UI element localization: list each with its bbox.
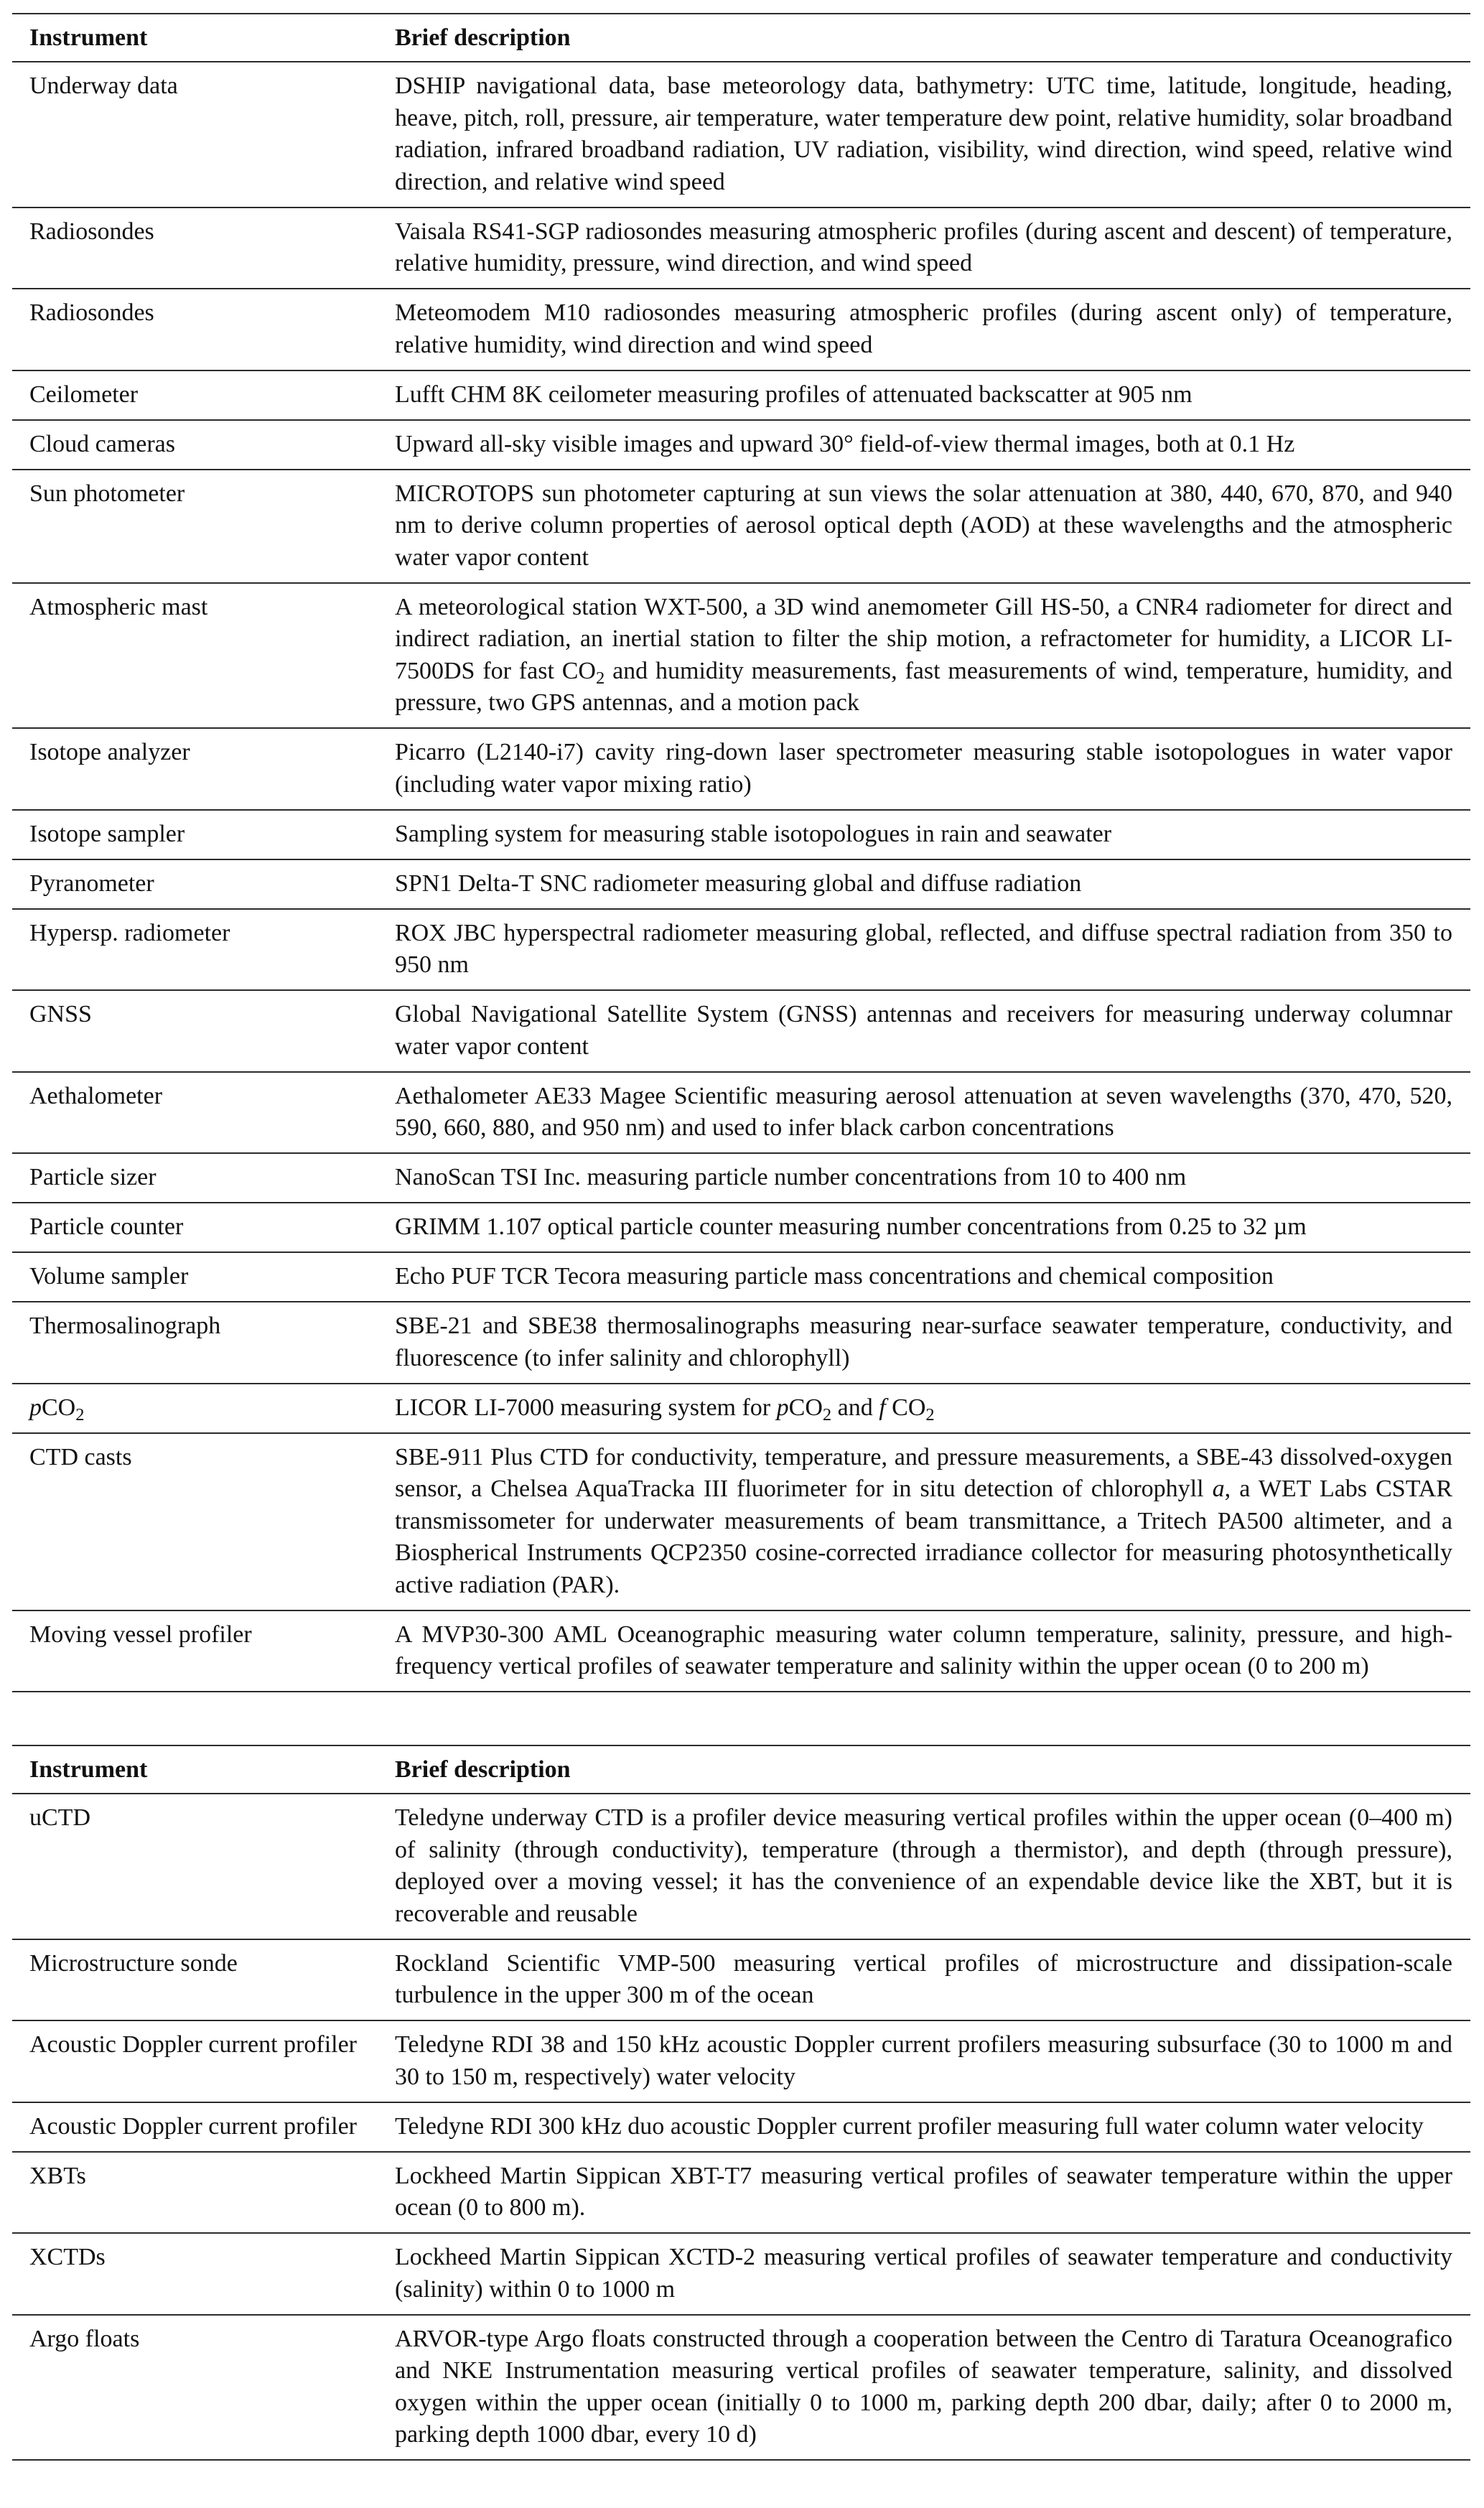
instrument-cell xyxy=(12,2020,395,2102)
cell-text: SBE-911 Plus CTD for conductivity, temperature, and pressure measurements, a SBE-43 dissolved-oxygen sensor, a Chelsea AquaTracka III fluorimeter for in situ detection of chlorophyll xyxy=(395,1443,1452,1502)
cell-text: Volume sampler xyxy=(29,1263,189,1290)
description-cell xyxy=(395,583,1470,729)
description-cell xyxy=(395,2315,1470,2461)
cell-text: Radiosondes xyxy=(29,218,154,245)
table-row xyxy=(12,1203,1470,1252)
table-body xyxy=(12,1794,1470,2460)
instrument-cell xyxy=(12,1610,395,1692)
table-body xyxy=(12,62,1470,1692)
cell-text: Microstructure sonde xyxy=(29,1949,238,1977)
description-cell xyxy=(395,1610,1470,1692)
description-cell xyxy=(395,62,1470,208)
instrument-cell xyxy=(12,470,395,583)
instrument-cell xyxy=(12,2315,395,2461)
table-row xyxy=(12,289,1470,370)
description-cell xyxy=(395,1302,1470,1384)
description-cell xyxy=(395,1384,1470,1433)
instrument-cell xyxy=(12,1072,395,1154)
instrument-cell xyxy=(12,289,395,370)
description-cell xyxy=(395,1939,1470,2021)
cell-text: Hypersp. radiometer xyxy=(29,919,230,946)
subscript-text: 2 xyxy=(822,1404,832,1425)
table-row xyxy=(12,1384,1470,1433)
cell-text: LICOR LI-7000 measuring system for xyxy=(395,1394,777,1421)
instrument-cell xyxy=(12,1384,395,1433)
cell-text: and humidity measurements, fast measurements of wind, temperature, humidity, and pressure, two GPS antennas, and a motion pack xyxy=(395,657,1452,716)
description-cell xyxy=(395,2152,1470,2234)
column-header-instrument: Instrument xyxy=(29,1756,148,1783)
cell-text: Upward all-sky visible images and upward 30° field-of-view thermal images, both at 0.1 Hz xyxy=(395,430,1295,457)
cell-text: Particle sizer xyxy=(29,1164,157,1190)
description-cell xyxy=(395,1252,1470,1302)
description-cell xyxy=(395,2233,1470,2315)
column-header-description: Brief description xyxy=(395,24,571,51)
instrument-cell xyxy=(12,909,395,991)
cell-text: CO xyxy=(42,1394,76,1421)
table-row xyxy=(12,583,1470,729)
cell-text: Atmospheric mast xyxy=(29,593,208,620)
cell-text: Teledyne underway CTD is a profiler device measuring vertical profiles within the upper ocean (0–400 m) of salinity (through conductivity), temperature (through a thermistor), and depth (through pressure), deployed over a moving vessel; it has the convenience of an expendable device like the XBT, but it is recoverable and reusable xyxy=(395,1804,1452,1927)
cell-text: Acoustic Doppler current profiler xyxy=(29,2031,357,2058)
cell-text: Lufft CHM 8K ceilometer measuring profiles of attenuated backscatter at 905 nm xyxy=(395,381,1193,408)
table-row xyxy=(12,470,1470,583)
description-cell xyxy=(395,2020,1470,2102)
description-cell xyxy=(395,370,1470,420)
instrument-cell xyxy=(12,2233,395,2315)
table-row xyxy=(12,728,1470,810)
cell-text: NanoScan TSI Inc. measuring particle number concentrations from 10 to 400 nm xyxy=(395,1164,1187,1190)
instrument-table-part-2 xyxy=(12,1745,1470,2461)
description-cell xyxy=(395,208,1470,289)
cell-text: CO xyxy=(788,1394,823,1421)
description-cell xyxy=(395,2102,1470,2152)
instrument-cell xyxy=(12,1939,395,2021)
cell-text: GRIMM 1.107 optical particle counter measuring number concentrations from 0.25 to 32 µm xyxy=(395,1213,1307,1240)
cell-text: Rockland Scientific VMP-500 measuring vertical profiles of microstructure and dissipation-scale turbulence in the upper 300 m of the ocean xyxy=(395,1949,1452,2008)
cell-text: Lockheed Martin Sippican XBT-T7 measuring vertical profiles of seawater temperature within the upper ocean (0 to 800 m). xyxy=(395,2162,1452,2221)
description-cell xyxy=(395,990,1470,1072)
cell-text: Teledyne RDI 300 kHz duo acoustic Doppler current profiler measuring full water column water velocity xyxy=(395,2112,1424,2140)
cell-text: CTD casts xyxy=(29,1443,132,1470)
column-header-description: Brief description xyxy=(395,1756,571,1783)
cell-text: SPN1 Delta-T SNC radiometer measuring global and diffuse radiation xyxy=(395,870,1082,897)
cell-text: A MVP30-300 AML Oceanographic measuring water column temperature, salinity, pressure, and high-frequency vertical profiles of seawater temperature and salinity within the upper ocean (0 to 200 m) xyxy=(395,1621,1452,1679)
table-row xyxy=(12,420,1470,470)
subscript-text: 2 xyxy=(925,1404,935,1425)
cell-text: Teledyne RDI 38 and 150 kHz acoustic Doppler current profilers measuring subsurface (30 to 1000 m and 30 to 150 m, respectively) water velocity xyxy=(395,2031,1452,2090)
description-cell xyxy=(395,289,1470,370)
cell-text: Sun photometer xyxy=(29,480,185,507)
table-row xyxy=(12,2233,1470,2315)
table-row xyxy=(12,859,1470,909)
instrument-cell xyxy=(12,2102,395,2152)
cell-text: uCTD xyxy=(29,1804,90,1831)
table-row xyxy=(12,2020,1470,2102)
table-row xyxy=(12,1610,1470,1692)
description-cell xyxy=(395,909,1470,991)
cell-text: Ceilometer xyxy=(29,381,139,408)
header-row xyxy=(12,14,1470,62)
instrument-cell xyxy=(12,1252,395,1302)
table-row xyxy=(12,2102,1470,2152)
instrument-cell xyxy=(12,990,395,1072)
description-cell xyxy=(395,1153,1470,1203)
column-header-instrument: Instrument xyxy=(29,24,148,51)
table-row xyxy=(12,62,1470,208)
description-cell xyxy=(395,1203,1470,1252)
table-row xyxy=(12,1072,1470,1154)
cell-text: ROX JBC hyperspectral radiometer measuring global, reflected, and diffuse spectral radiation from 350 to 950 nm xyxy=(395,919,1452,978)
italic-text: a xyxy=(1212,1476,1225,1502)
cell-text: XCTDs xyxy=(29,2244,106,2270)
cell-text: Radiosondes xyxy=(29,299,154,326)
cell-text: Aethalometer xyxy=(29,1082,163,1109)
cell-text: XBTs xyxy=(29,2162,86,2189)
instrument-cell xyxy=(12,583,395,729)
cell-text: Underway data xyxy=(29,73,178,99)
cell-text: and xyxy=(831,1394,879,1421)
instrument-cell xyxy=(12,810,395,859)
table-row xyxy=(12,1302,1470,1384)
cell-text: MICROTOPS sun photometer capturing at sun views the solar attenuation at 380, 440, 670, 870, and 940 nm to derive column properties of aerosol optical depth (AOD) at these wavelengths and the atmospheric water vapor content xyxy=(395,480,1452,571)
subscript-text: 2 xyxy=(595,668,605,688)
table-row xyxy=(12,1794,1470,1939)
cell-text: Isotope analyzer xyxy=(29,739,190,765)
header-row xyxy=(12,1745,1470,1794)
table-row xyxy=(12,810,1470,859)
table-row xyxy=(12,1252,1470,1302)
cell-text: Lockheed Martin Sippican XCTD-2 measuring vertical profiles of seawater temperature and conductivity (salinity) within 0 to 1000 m xyxy=(395,2244,1452,2303)
description-cell xyxy=(395,728,1470,810)
cell-text: Aethalometer AE33 Magee Scientific measuring aerosol attenuation at seven wavelengths (370, 470, 520, 590, 660, 880, and 950 nm) and used to infer black carbon concentrations xyxy=(395,1082,1452,1141)
instrument-cell xyxy=(12,1153,395,1203)
description-cell xyxy=(395,1072,1470,1154)
cell-text: Pyranometer xyxy=(29,870,154,897)
cell-text: Argo floats xyxy=(29,2325,140,2352)
cell-text: SBE-21 and SBE38 thermosalinographs measuring near-surface seawater temperature, conductivity, and fluorescence (to infer salinity and chlorophyll) xyxy=(395,1313,1452,1371)
instrument-cell xyxy=(12,370,395,420)
instrument-cell xyxy=(12,1794,395,1939)
subscript-text: 2 xyxy=(75,1404,85,1425)
cell-text: CO xyxy=(892,1394,926,1421)
table-row xyxy=(12,909,1470,991)
table-header xyxy=(12,14,1470,62)
instrument-cell xyxy=(12,859,395,909)
cell-text: Global Navigational Satellite System (GNSS) antennas and receivers for measuring underway columnar water vapor content xyxy=(395,1001,1452,1060)
description-cell xyxy=(395,859,1470,909)
italic-text: p xyxy=(29,1394,42,1421)
table-row xyxy=(12,1433,1470,1610)
description-cell xyxy=(395,1794,1470,1939)
description-cell xyxy=(395,810,1470,859)
instrument-cell xyxy=(12,420,395,470)
cell-text: Cloud cameras xyxy=(29,430,175,457)
cell-text: Echo PUF TCR Tecora measuring particle mass concentrations and chemical composition xyxy=(395,1263,1274,1290)
table-row xyxy=(12,2152,1470,2234)
instrument-cell xyxy=(12,1203,395,1252)
table-row xyxy=(12,1939,1470,2021)
italic-text: f xyxy=(879,1394,892,1421)
cell-text: A meteorological station WXT-500, a 3D wind anemometer Gill HS-50, a CNR4 radiometer for direct and indirect radiation, an inertial station to filter the ship motion, a refractometer for humidity, a LICOR LI-7500DS for fast CO xyxy=(395,593,1452,684)
instrument-cell xyxy=(12,1433,395,1610)
table-row xyxy=(12,208,1470,289)
instrument-cell xyxy=(12,728,395,810)
cell-text: Picarro (L2140-i7) cavity ring-down laser spectrometer measuring stable isotopologues in water vapor (including water vapor mixing ratio) xyxy=(395,739,1452,798)
table-row xyxy=(12,2315,1470,2461)
cell-text: Moving vessel profiler xyxy=(29,1621,252,1648)
description-cell xyxy=(395,420,1470,470)
cell-text: Thermosalinograph xyxy=(29,1313,221,1339)
cell-text: ARVOR-type Argo floats constructed through a cooperation between the Centro di Taratura Oceanografico and NKE Instrumentation measuring vertical profiles of seawater temperature, salinity, and dissolved oxygen within the upper ocean (initially 0 to 1000 m, parking depth 200 dbar, daily; after 0 to 2000 m, parking depth 1000 dbar, every 10 d) xyxy=(395,2325,1452,2448)
description-cell xyxy=(395,470,1470,583)
instrument-cell xyxy=(12,2152,395,2234)
cell-text: Sampling system for measuring stable isotopologues in rain and seawater xyxy=(395,820,1112,847)
instrument-cell xyxy=(12,208,395,289)
italic-text: p xyxy=(776,1394,789,1421)
table-row xyxy=(12,1153,1470,1203)
cell-text: DSHIP navigational data, base meteorology data, bathymetry: UTC time, latitude, longitude, heading, heave, pitch, roll, pressure, air temperature, water temperature dew point, relative humidity, solar broadband radiation, infrared broadband radiation, UV radiation, visibility, wind direction, wind speed, relative wind direction, and relative wind speed xyxy=(395,73,1452,195)
table-header xyxy=(12,1745,1470,1794)
cell-text: Vaisala RS41-SGP radiosondes measuring atmospheric profiles (during ascent and descent) of temperature, relative humidity, pressure, wind direction, and wind speed xyxy=(395,218,1452,276)
cell-text: GNSS xyxy=(29,1001,92,1027)
description-cell xyxy=(395,1433,1470,1610)
instrument-cell xyxy=(12,62,395,208)
cell-text: Meteomodem M10 radiosondes measuring atmospheric profiles (during ascent only) of temperature, relative humidity, wind direction and wind speed xyxy=(395,299,1452,358)
cell-text: Particle counter xyxy=(29,1213,184,1240)
instrument-cell xyxy=(12,1302,395,1384)
table-row xyxy=(12,370,1470,420)
cell-text: Isotope sampler xyxy=(29,820,185,847)
cell-text: , a WET Labs CSTAR transmissometer for underwater measurements of beam transmittance, a Tritech PA500 altimeter, and a Biospherical Instruments QCP2350 cosine-corrected irradiance collector for measuring photosynthetically active radiation (PAR). xyxy=(395,1476,1452,1598)
instrument-table-part-1 xyxy=(12,13,1470,1692)
cell-text: Acoustic Doppler current profiler xyxy=(29,2112,357,2140)
table-row xyxy=(12,990,1470,1072)
